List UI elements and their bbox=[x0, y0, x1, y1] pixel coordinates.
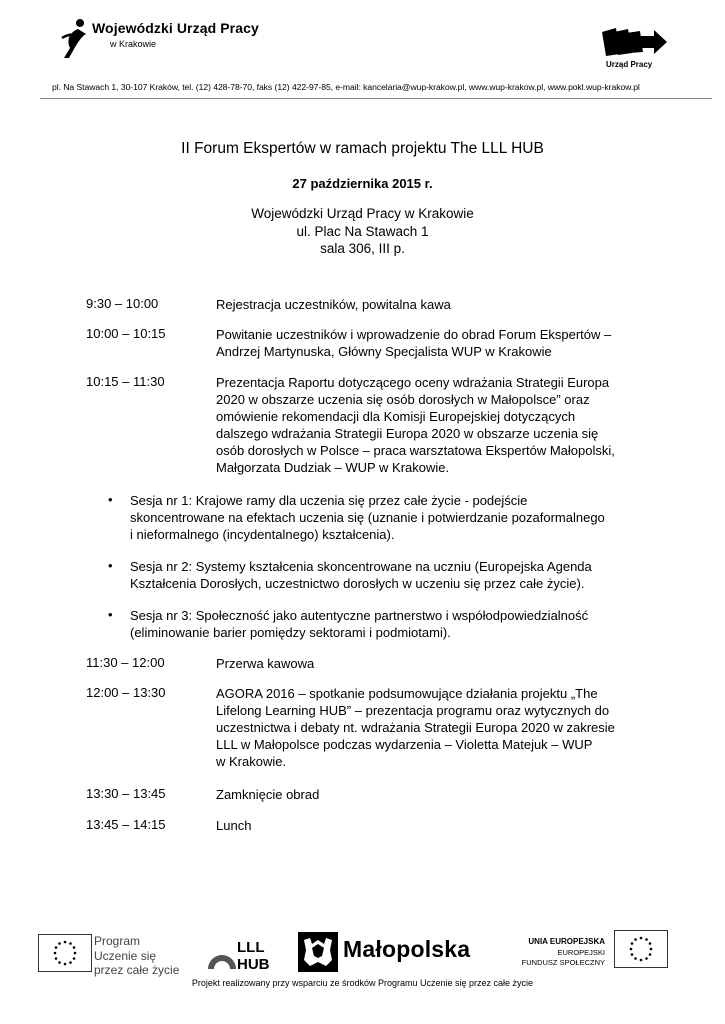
agenda-item: AGORA 2016 – spotkanie podsumowujące działania projektu „The Lifelong Learning HUB” – prezentacja programu oraz wytycznych do uczestnictwa i debaty nt. wdrażania Strategii Europa 2020 w zakresie LLL w Małopolsce podczas wydarzenia – Violetta Matejuk – WUP w Krakowie. bbox=[216, 686, 615, 769]
session-item: Sesja nr 2: Systemy kształcenia skoncentrowane na uczniu (Europejska Agenda Kształcenia Dorosłych, uczestnictwo dorosłych w uczeniu się przez całe życie). bbox=[130, 559, 592, 591]
agenda-time: 10:00 – 10:15 bbox=[86, 326, 166, 341]
document-title: II Forum Ekspertów w ramach projektu The LLL HUB bbox=[181, 140, 544, 157]
urzad-pracy-label: Urząd Pracy bbox=[606, 60, 653, 69]
bullet-icon: • bbox=[108, 558, 113, 573]
address-line: pl. Na Stawach 1, 30-107 Kraków, tel. (12) 428-78-70, faks (12) 422-97-85, e-mail: kancelaria@wup-krakow.pl, www.wup-krakow.pl, www.pokl.wup-krakow.pl bbox=[52, 82, 640, 92]
bullet-icon: • bbox=[108, 607, 113, 622]
session-item: Sesja nr 3: Społeczność jako autentyczne partnerstwo i współodpowiedzialność (eliminowanie barier pomiędzy sektorami i podmiotami). bbox=[130, 608, 589, 640]
agenda-item: Zamknięcie obrad bbox=[216, 787, 320, 802]
venue-line: sala 306, III p. bbox=[320, 241, 405, 256]
agenda-time: 10:15 – 11:30 bbox=[86, 374, 165, 389]
wup-logo-icon bbox=[60, 18, 92, 60]
agenda-item: Powitanie uczestników i wprowadzenie do obrad Forum Ekspertów – Andrzej Martynuska, Główny Specjalista WUP w Krakowie bbox=[216, 327, 612, 359]
program-logo-text: Program Uczenie się przez całe życie bbox=[94, 934, 180, 977]
agenda-time: 9:30 – 10:00 bbox=[86, 296, 159, 311]
event-date: 27 października 2015 r. bbox=[292, 176, 433, 191]
malopolska-emblem-icon bbox=[298, 932, 338, 972]
malopolska-wordmark: Małopolska bbox=[343, 936, 471, 962]
org-city: w Krakowie bbox=[110, 39, 157, 49]
agenda-time: 11:30 – 12:00 bbox=[86, 655, 165, 670]
session-item: Sesja nr 1: Krajowe ramy dla uczenia się przez całe życie - podejście skoncentrowane na efektach uczenia się (uznanie i potwierdzanie pozaformalnego i nieformalnego (incydentalnego) kształcenia). bbox=[130, 493, 605, 542]
eu-flag-icon bbox=[614, 930, 668, 968]
eu-label: UNIA EUROPEJSKA bbox=[528, 937, 605, 946]
header-divider bbox=[40, 98, 712, 99]
eu-label: EUROPEJSKI bbox=[557, 948, 605, 957]
footer-note: Projekt realizowany przy wsparciu ze środków Programu Uczenie się przez całe życie bbox=[191, 978, 534, 988]
agenda-time: 13:30 – 13:45 bbox=[86, 786, 166, 801]
eu-label: FUNDUSZ SPOŁECZNY bbox=[521, 958, 605, 967]
urzad-pracy-arrows-icon bbox=[600, 26, 668, 58]
lll-hub-logo bbox=[206, 937, 274, 971]
agenda-item: Lunch bbox=[216, 818, 252, 833]
svg-text:LLL: LLL bbox=[237, 939, 265, 956]
agenda-item: Prezentacja Raportu dotyczącego oceny wdrażania Strategii Europa 2020 w obszarze uczenia się osób dorosłych w Małopolsce” oraz omówienie rekomendacji dla Komisji Europejskiej dotyczących dalszego wdrażania Strategii Europa 2020 w obszarze uczenia się osób dorosłych w Polsce – praca warsztatowa Ekspertów Małopolski, Małgorzata Dudziak – WUP w Krakowie. bbox=[216, 375, 615, 475]
agenda-item: Przerwa kawowa bbox=[216, 656, 315, 671]
venue-line: Wojewódzki Urząd Pracy w Krakowie bbox=[251, 206, 474, 221]
venue-line: ul. Plac Na Stawach 1 bbox=[296, 224, 429, 239]
org-name: Wojewódzki Urząd Pracy bbox=[92, 20, 259, 36]
bullet-icon: • bbox=[108, 492, 113, 507]
eu-flag-icon bbox=[38, 934, 92, 972]
svg-text:HUB: HUB bbox=[237, 956, 270, 971]
agenda-item: Rejestracja uczestników, powitalna kawa bbox=[216, 297, 451, 312]
agenda-time: 12:00 – 13:30 bbox=[86, 685, 166, 700]
agenda-time: 13:45 – 14:15 bbox=[86, 817, 166, 832]
